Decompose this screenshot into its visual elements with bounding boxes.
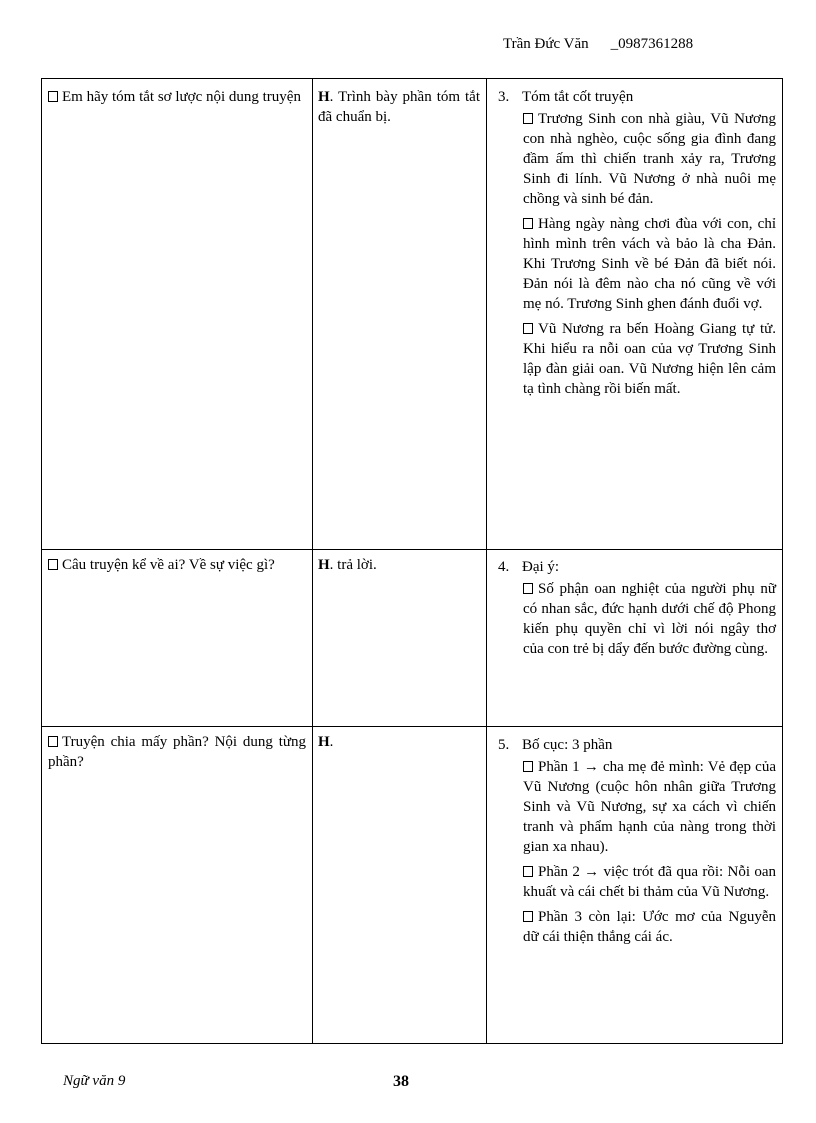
content-bullet [523,214,776,314]
bullet-text: Phần 2 → việc trót đã qua rồi: Nỗi oan khuất và cái chết bi thảm của Vũ Nương. [523,864,776,900]
content-bullet [523,579,776,659]
student-text: . Trình bày phần tóm tắt đã chuẩn bị. [318,89,480,125]
column-divider [312,79,313,1043]
section-title: Tóm tắt cốt truyện [522,89,634,105]
section-heading [498,735,776,755]
question-text: Truyện chia mấy phần? Nội dung từng phần? [48,734,306,770]
teacher-question [48,87,306,107]
content-bullet [523,319,776,399]
content-bullet [523,862,776,902]
lesson-content [498,735,776,952]
bullet-text: Phần 1 → cha mẹ đẻ mình: Vẻ đẹp của Vũ Nương (cuộc hôn nhân giữa Trương Sinh và Vũ Nương, sự xa cách vì chiến tranh và phẩm hạnh của nàng trong thời gian xa nhau). [523,759,776,855]
bullet-text: Trương Sinh con nhà giàu, Vũ Nương con nhà nghèo, cuộc sống gia đình đang đầm ấm thì chiến tranh xảy ra, Trương Sinh đi lính. Vũ Nương ở nhà nuôi mẹ chồng và sinh bé đản. [523,111,776,207]
section-number: 5. [498,737,510,753]
checkbox-icon [523,218,533,229]
checkbox-icon [523,761,533,772]
bullet-text: Số phận oan nghiệt của người phụ nữ có nhan sắc, đức hạnh dưới chế độ Phong kiến phụ quyền chỉ vì lời nói ngây thơ của con trẻ bị dẩy đến bước đường cùng. [523,581,776,657]
checkbox-icon [523,323,533,334]
bullet-text: Phần 3 còn lại: Ước mơ của Nguyễn dữ cái thiện thắng cái ác. [523,909,776,945]
content-bullet [523,907,776,947]
lesson-content [498,557,776,664]
section-heading [498,87,776,107]
content-bullet [523,109,776,209]
checkbox-icon [48,91,58,102]
checkbox-icon [523,911,533,922]
checkbox-icon [48,559,58,570]
student-label: H [318,557,330,573]
checkbox-icon [523,583,533,594]
row-divider [42,549,782,550]
student-label: H [318,734,330,750]
section-number: 3. [498,89,510,105]
checkbox-icon [523,113,533,124]
bullet-text: Vũ Nương ra bến Hoàng Giang tự tử. Khi hiểu ra nỗi oan của vợ Trương Sinh lập đàn giải oan. Vũ Nương hiện lên cảm tạ tình chàng rồi biến mất. [523,321,776,397]
checkbox-icon [523,866,533,877]
row-divider [42,726,782,727]
author-phone: _0987361288 [610,36,694,52]
student-activity [318,87,480,127]
question-text: Em hãy tóm tắt sơ lược nội dung truyện [62,89,301,105]
section-heading [498,557,776,577]
student-text: . [329,734,334,750]
section-number: 4. [498,559,510,575]
footer-subject: Ngữ văn 9 [63,1073,126,1089]
lesson-content [498,87,776,404]
section-title: Bố cục: 3 phần [522,737,613,753]
content-bullet [523,757,776,857]
student-activity [318,732,480,752]
student-text: . trả lời. [329,557,377,573]
teacher-question [48,732,306,772]
lesson-table [41,78,783,1044]
page-number: 38 [393,1073,409,1090]
teacher-question [48,555,306,575]
student-activity [318,555,480,575]
question-text: Câu truyện kể về ai? Về sự việc gì? [62,557,275,573]
bullet-text: Hàng ngày nàng chơi đùa với con, chỉ hình mình trên vách và bảo là cha Đản. Khi Trương Sinh về bé Đản đã biết nói. Đản nói là đêm nào cha nó cũng về với mẹ nó. Trương Sinh ghen đánh đuổi vợ. [523,216,776,312]
page-header [503,36,693,53]
column-divider [486,79,487,1043]
student-label: H [318,89,330,105]
checkbox-icon [48,736,58,747]
section-title: Đại ý: [522,559,560,575]
author-name: Trần Đức Văn [503,36,589,52]
